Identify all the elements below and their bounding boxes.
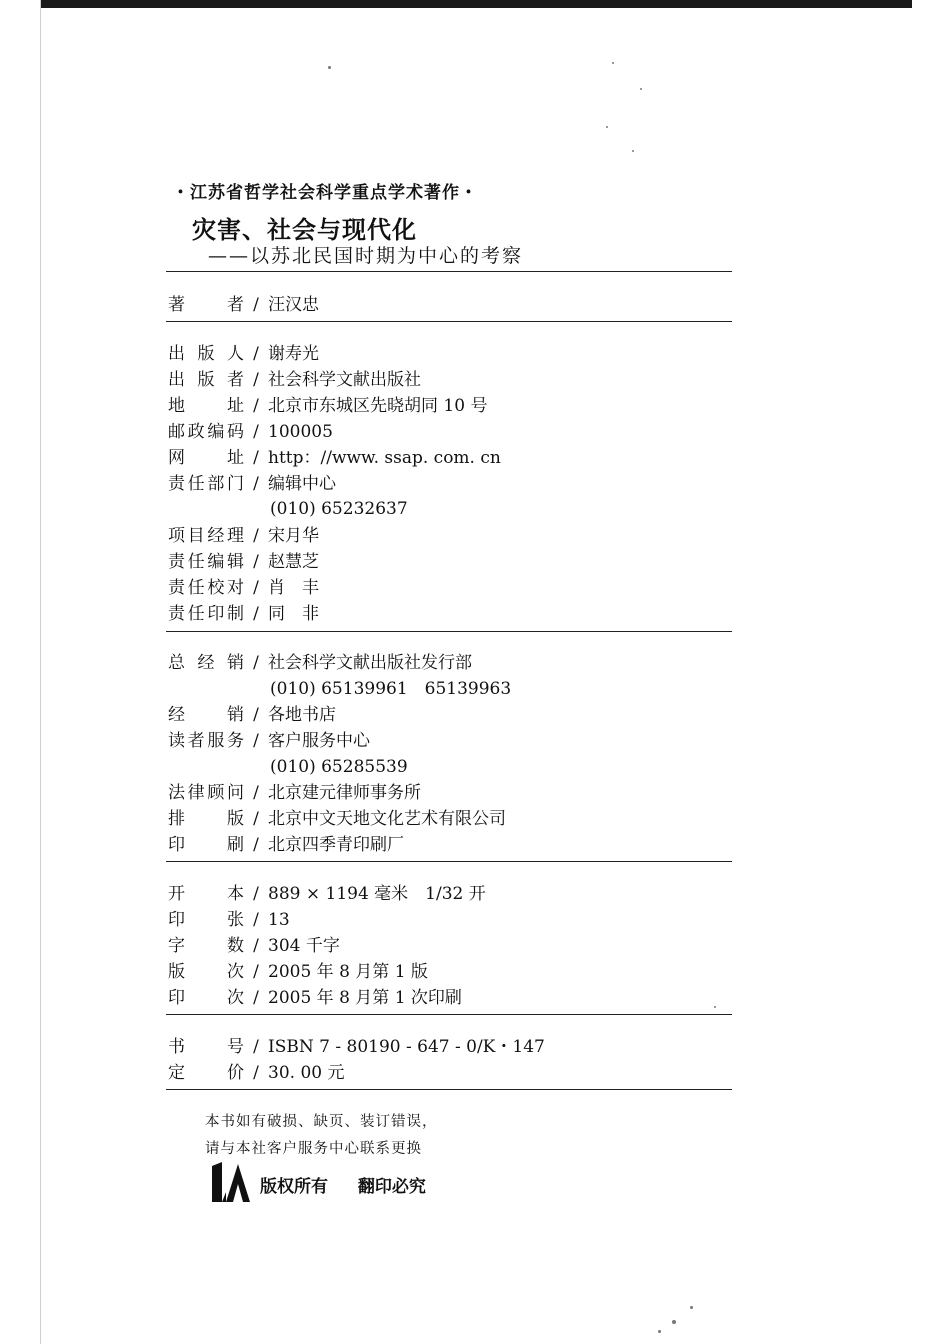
- row-separator: /: [253, 884, 259, 904]
- row-label: 印张: [168, 910, 244, 930]
- row-label: 网址: [168, 448, 244, 468]
- publisher-row: [168, 421, 333, 443]
- row-separator: /: [253, 835, 259, 855]
- divider: [166, 631, 732, 632]
- row-separator: /: [253, 448, 259, 468]
- publisher-row: [168, 473, 336, 495]
- row-label: 责任印制: [168, 604, 244, 624]
- row-label: 印刷: [168, 835, 244, 855]
- scan-speck: [606, 126, 608, 128]
- publisher-row: [168, 343, 319, 365]
- publisher-row: [168, 603, 319, 625]
- row-label: 字数: [168, 936, 244, 956]
- row-separator: /: [253, 604, 259, 624]
- row-value: 100005: [268, 422, 333, 442]
- row-separator: /: [253, 295, 259, 315]
- row-label: 经销: [168, 705, 244, 725]
- publisher-row: [168, 577, 319, 599]
- row-separator: /: [253, 474, 259, 494]
- row-label: 总经销: [168, 653, 244, 673]
- distribution-row: [168, 834, 404, 856]
- divider: [166, 861, 732, 862]
- row-label: 读者服务: [168, 731, 244, 751]
- copyright-left: 版权所有: [260, 1177, 328, 1197]
- row-label: 版次: [168, 962, 244, 982]
- author-row: [168, 294, 319, 316]
- row-separator: /: [253, 422, 259, 442]
- row-value: 各地书店: [268, 705, 336, 725]
- row-separator: /: [253, 809, 259, 829]
- format-row: [168, 987, 462, 1009]
- row-value: 社会科学文献出版社: [268, 370, 421, 390]
- row-value: 肖 丰: [268, 578, 319, 598]
- row-value: 编辑中心: [268, 474, 336, 494]
- row-label: 出版人: [168, 344, 244, 364]
- row-value: 社会科学文献出版社发行部: [268, 653, 472, 673]
- isbn-row: [168, 1036, 545, 1058]
- row-separator: /: [253, 1063, 259, 1083]
- price-row: [168, 1062, 344, 1084]
- row-separator: /: [253, 552, 259, 572]
- row-label: 责任编辑: [168, 552, 244, 572]
- scan-speck: [612, 62, 614, 64]
- row-separator: /: [253, 396, 259, 416]
- row-value: 宋月华: [268, 526, 319, 546]
- divider: [166, 321, 732, 322]
- row-value: 同 非: [268, 604, 319, 624]
- copyright-right: 翻印必究: [357, 1177, 426, 1197]
- scan-speck: [672, 1320, 676, 1324]
- row-label: 出版者: [168, 370, 244, 390]
- row-label: 项目经理: [168, 526, 244, 546]
- series-label: ・江苏省哲学社会科学重点学术著作・: [172, 183, 478, 203]
- copyright-notice: [260, 1172, 450, 1197]
- row-label: 责任部门: [168, 474, 244, 494]
- row-separator: /: [253, 962, 259, 982]
- row-value: 谢寿光: [268, 344, 319, 364]
- row-separator: /: [253, 344, 259, 364]
- row-value: 2005 年 8 月第 1 版: [268, 962, 428, 982]
- row-value: 13: [268, 910, 290, 930]
- scan-speck: [640, 88, 642, 90]
- scan-speck: [328, 66, 331, 69]
- format-row: [168, 961, 428, 983]
- distribution-row: [168, 652, 472, 674]
- phone-continuation: (010) 65232637: [270, 499, 408, 519]
- scan-speck: [658, 1330, 661, 1333]
- distribution-row: [168, 808, 506, 830]
- publisher-row: [168, 369, 421, 391]
- notice-line: 本书如有破损、缺页、装订错误，: [205, 1114, 438, 1130]
- ssap-logo-icon: [212, 1162, 252, 1202]
- book-title: 灾害、社会与现代化: [192, 216, 417, 244]
- row-separator: /: [253, 1037, 259, 1057]
- row-label: 地址: [168, 396, 244, 416]
- scan-left-edge: [40, 0, 41, 1344]
- distribution-row: [168, 782, 421, 804]
- row-value: 889 × 1194 毫米 1/32 开: [268, 884, 486, 904]
- scan-speck: [632, 150, 634, 152]
- phone-continuation: (010) 65139961 65139963: [270, 679, 512, 699]
- publisher-row: [168, 525, 319, 547]
- row-value: 北京四季青印刷厂: [268, 835, 404, 855]
- row-value: 客户服务中心: [268, 731, 370, 751]
- divider: [166, 1014, 732, 1015]
- row-label: 书号: [168, 1037, 244, 1057]
- row-value: 304 千字: [268, 936, 340, 956]
- format-row: [168, 883, 486, 905]
- row-label: 定价: [168, 1063, 244, 1083]
- format-row: [168, 935, 340, 957]
- row-separator: /: [253, 783, 259, 803]
- notice-line: 请与本社客户服务中心联系更换: [205, 1141, 422, 1157]
- row-label: 著者: [168, 295, 244, 315]
- row-value: 汪汉忠: [268, 295, 319, 315]
- row-value: 北京中文天地文化艺术有限公司: [268, 809, 506, 829]
- scan-speck: [690, 1306, 693, 1309]
- row-value: http：//www. ssap. com. cn: [268, 448, 501, 468]
- publisher-row: [168, 447, 501, 469]
- row-value: 北京市东城区先晓胡同 10 号: [268, 396, 488, 416]
- row-value: 2005 年 8 月第 1 次印刷: [268, 988, 462, 1008]
- row-label: 排版: [168, 809, 244, 829]
- divider: [166, 271, 732, 272]
- row-label: 开本: [168, 884, 244, 904]
- row-value: ISBN 7 - 80190 - 647 - 0/K・147: [268, 1037, 545, 1057]
- scan-top-border: [40, 0, 912, 8]
- scan-speck: [714, 1006, 716, 1008]
- row-label: 责任校对: [168, 578, 244, 598]
- publisher-row: [168, 395, 487, 417]
- row-value: 赵慧芝: [268, 552, 319, 572]
- row-label: 法律顾问: [168, 783, 244, 803]
- row-separator: /: [253, 578, 259, 598]
- row-separator: /: [253, 705, 259, 725]
- distribution-row: [168, 704, 336, 726]
- row-separator: /: [253, 988, 259, 1008]
- row-separator: /: [253, 936, 259, 956]
- row-value: 30. 00 元: [268, 1063, 345, 1083]
- book-subtitle: ——以苏北民国时期为中心的考察: [208, 245, 524, 267]
- format-row: [168, 909, 290, 931]
- row-label: 邮政编码: [168, 422, 244, 442]
- row-separator: /: [253, 526, 259, 546]
- row-separator: /: [253, 653, 259, 673]
- row-label: 印次: [168, 988, 244, 1008]
- row-separator: /: [253, 370, 259, 390]
- row-value: 北京建元律师事务所: [268, 783, 421, 803]
- divider: [166, 1089, 732, 1090]
- distribution-row: [168, 730, 370, 752]
- phone-continuation: (010) 65285539: [270, 757, 408, 777]
- publisher-row: [168, 551, 319, 573]
- row-separator: /: [253, 731, 259, 751]
- row-separator: /: [253, 910, 259, 930]
